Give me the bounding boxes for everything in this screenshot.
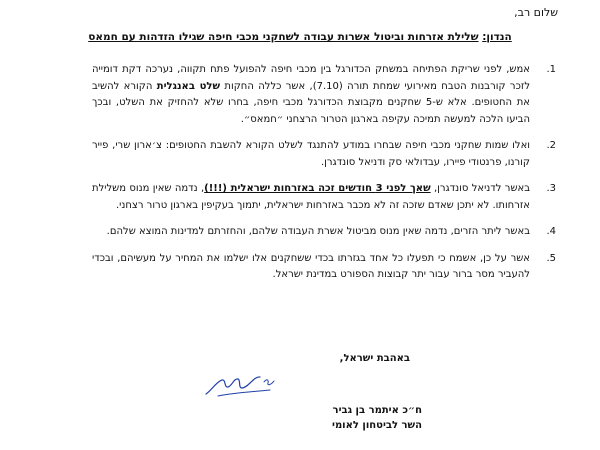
item-text: הקורא להשיב את החטופים. אלא ש-5 שחקנים מקבוצת הכדורגל מכבי חיפה, בחרו שלא להחזיק את השלט, ובכך הביעו הלכה למעשה תמיכה עקיפה בארגון הטרור הרצחני ״חמאס״. — [92, 80, 530, 125]
item-number: 2. — [546, 140, 556, 151]
handwritten-signature — [198, 370, 288, 400]
item-text: ואלו שמות שחקני מכבי חיפה שבחרו במודע להתנגד לשלט הקורא להשבת החטופים: צ׳ארון שרי, פייר קורנו, פרנטודי פיירו, עבדולאי סק ודניאל סונדגרן. — [92, 140, 530, 168]
signature-stroke — [218, 390, 270, 396]
item-bold-text: שלט באנגלית — [156, 80, 221, 92]
item-number: 5. — [546, 252, 556, 264]
subject-line — [40, 30, 560, 44]
subject-title: שלילת אזרחות וביטול אשרות עבודה לשחקני מכבי חיפה שגילו הזדהות עם חמאס — [88, 31, 479, 43]
list-item — [92, 224, 556, 241]
item-text: , נדמה שאין מנוס משלילת אזרחותו. לא יתכן שאדם שזכה זה לא מכבר באזרחות ישראלית, יתמוך בעקיפין בארגון טרור רצחני. — [92, 183, 530, 211]
subject-prefix: הנדון: — [482, 31, 512, 43]
item-number: 1. — [546, 64, 556, 75]
item-text: באשר לדניאל סונדגרן, — [430, 183, 530, 194]
item-text: באשר ליתר הזרים, נדמה שאין מנוס מביטול אשרת העבודה שלהם, והחזרתם למדינות המוצא שלהם. — [106, 226, 530, 237]
signatory-role: השר לביטחון לאומי — [332, 420, 422, 431]
item-number: 4. — [546, 226, 556, 237]
signatory-name: ח״כ איתמר בן גביר — [332, 405, 422, 416]
closing: באהבת ישראל, — [339, 353, 410, 364]
item-text: אמש, לפני שריקת הפתיחה במשחק הכדורגל בין מכבי חיפה להפועל פתח תקווה, נערכה דקת דומייה לזכר קורבנות הטבח מאירועי שמחת תורה (7.10), אשר כללה החקות — [92, 64, 530, 92]
signature-stroke — [264, 380, 274, 385]
item-text: אשר על כן, אשמח כי תפעלו כל אחד בגזרתו בכדי ששחקנים אלו ישלמו את המחיר על מעשיהם, ובכדי להעביר מסר ברור עבור יתר קבוצות הספורט במדינת ישראל. — [92, 252, 530, 280]
greeting: שלום רב, — [514, 6, 558, 19]
item-bold-underline-text: שאך לפני 3 חודשים זכה באזרחות ישראלית (!!!) — [204, 183, 431, 194]
list-item — [92, 62, 556, 128]
list-item — [92, 251, 556, 284]
item-number: 3. — [546, 183, 556, 194]
list-item — [92, 181, 556, 214]
list-item — [92, 138, 556, 171]
numbered-items — [92, 62, 556, 294]
